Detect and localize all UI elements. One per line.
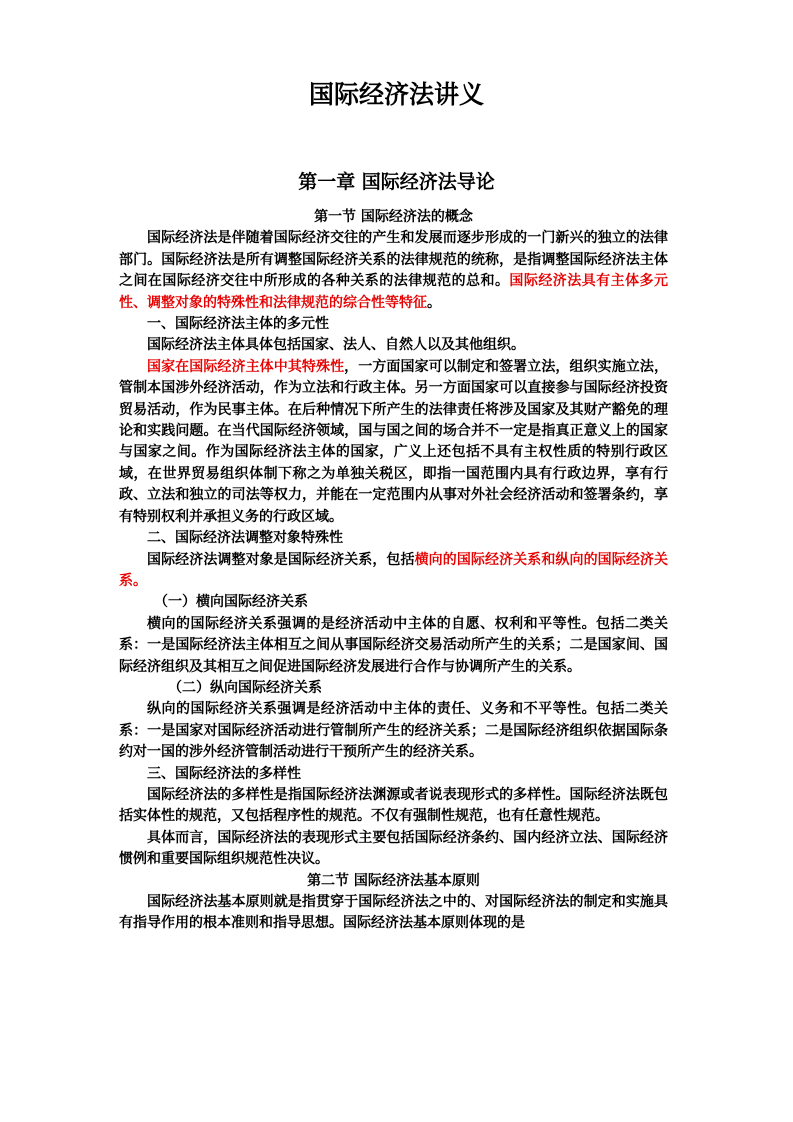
paragraph-3 xyxy=(119,357,668,528)
heading-2: 二、国际经济法调整对象特殊性 xyxy=(147,530,343,547)
paragraph-6: 纵向的国际经济关系强调是经济活动中主体的责任、义务和不平等性。包括二类关系：一是国家对国际经济活动进行管制所产生的经济关系；二是国际经济组织依据国际条约对一国的涉外经济管制活动进行干预所产生的经济关系。 xyxy=(119,701,668,761)
document-title: 国际经济法讲义 xyxy=(308,80,484,109)
paragraph-1 xyxy=(119,228,668,314)
chapter-heading: 第一章 国际经济法导论 xyxy=(298,171,495,193)
heading-5: 三、国际经济法的多样性 xyxy=(147,765,301,782)
paragraph-7: 国际经济法的多样性是指国际经济法渊源或者说表现形式的多样性。国际经济法既包括实体性的规范，又包括程序性的规范。不仅有强制性规范，也有任意性规范。 xyxy=(119,786,668,825)
paragraph-1-text: 国际经济法是伴随着国际经济交往的产生和发展而逐步形成的一门新兴的独立的法律部门。国际经济法是所有调整国际经济关系的法律规范的统称，是指调整国际经济法主体之间在国际经济交往中所形成的各种关系的法律规范的总和。 xyxy=(119,230,668,290)
section-heading-1: 第一节 国际经济法的概念 xyxy=(314,209,473,225)
paragraph-1-highlight: 国际经济法具有主体多元性、调整对象的特殊性和法律规范的综合性等特征 xyxy=(119,273,669,311)
paragraph-5: 横向的国际经济关系强调的是经济活动中主体的自愿、权利和平等性。包括二类关系：一是国际经济法主体相互之间从事国际经济交易活动所产生的关系；二是国家间、国际经济组织及其相互之间促进国际经济发展进行合作与协调所产生的关系。 xyxy=(119,615,668,675)
heading-1: 一、国际经济法主体的多元性 xyxy=(147,316,329,333)
paragraph-9: 国际经济法基本原则就是指贯穿于国际经济法之中的、对国际经济法的制定和实施具有指导作用的根本准则和指导思想。国际经济法基本原则体现的是 xyxy=(119,894,668,932)
heading-3: （一）横向国际经济关系 xyxy=(154,594,308,611)
heading-4: （二）纵向国际经济关系 xyxy=(168,679,322,696)
paragraph-2: 国际经济法主体具体包括国家、法人、自然人以及其他组织。 xyxy=(147,337,525,354)
paragraph-4 xyxy=(119,550,668,593)
paragraph-1-end: 。 xyxy=(427,294,441,311)
paragraph-4-highlight: 横向的国际经济关系和纵向的国际经济关系。 xyxy=(119,551,669,589)
paragraph-4-text: 国际经济法调整对象是国际经济关系，包括 xyxy=(147,551,415,568)
section-heading-2: 第二节 国际经济法基本原则 xyxy=(307,872,480,889)
paragraph-3-highlight: 国家在国际经济主体中其特殊性 xyxy=(147,358,345,375)
paragraph-8: 具体而言，国际经济法的表现形式主要包括国际经济条约、国内经济立法、国际经济惯例和重要国际组织规范性决议。 xyxy=(119,829,668,868)
paragraph-3-text: ，一方面国家可以制定和签署立法，组织实施立法，管制本国涉外经济活动，作为立法和行政主体。另一方面国家可以直接参与国际经济投资贸易活动，作为民事主体。在后种情况下所产生的法律责任将涉及国家及其财产豁免的理论和实践问题。在当代国际经济领域，国与国之间的场合并不一定是指真正意义上的国家与国家之间。作为国际经济法主体的国家，广义上还包括不具有主权性质的特别行政区域，在世界贸易组织体制下称之为单独关税区，即指一国范围内具有行政边界，享有行政、立法和独立的司法等权力，并能在一定范围内从事对外社会经济活动和签署条约，享有特别权利并承担义务的行政区域。 xyxy=(119,358,669,525)
